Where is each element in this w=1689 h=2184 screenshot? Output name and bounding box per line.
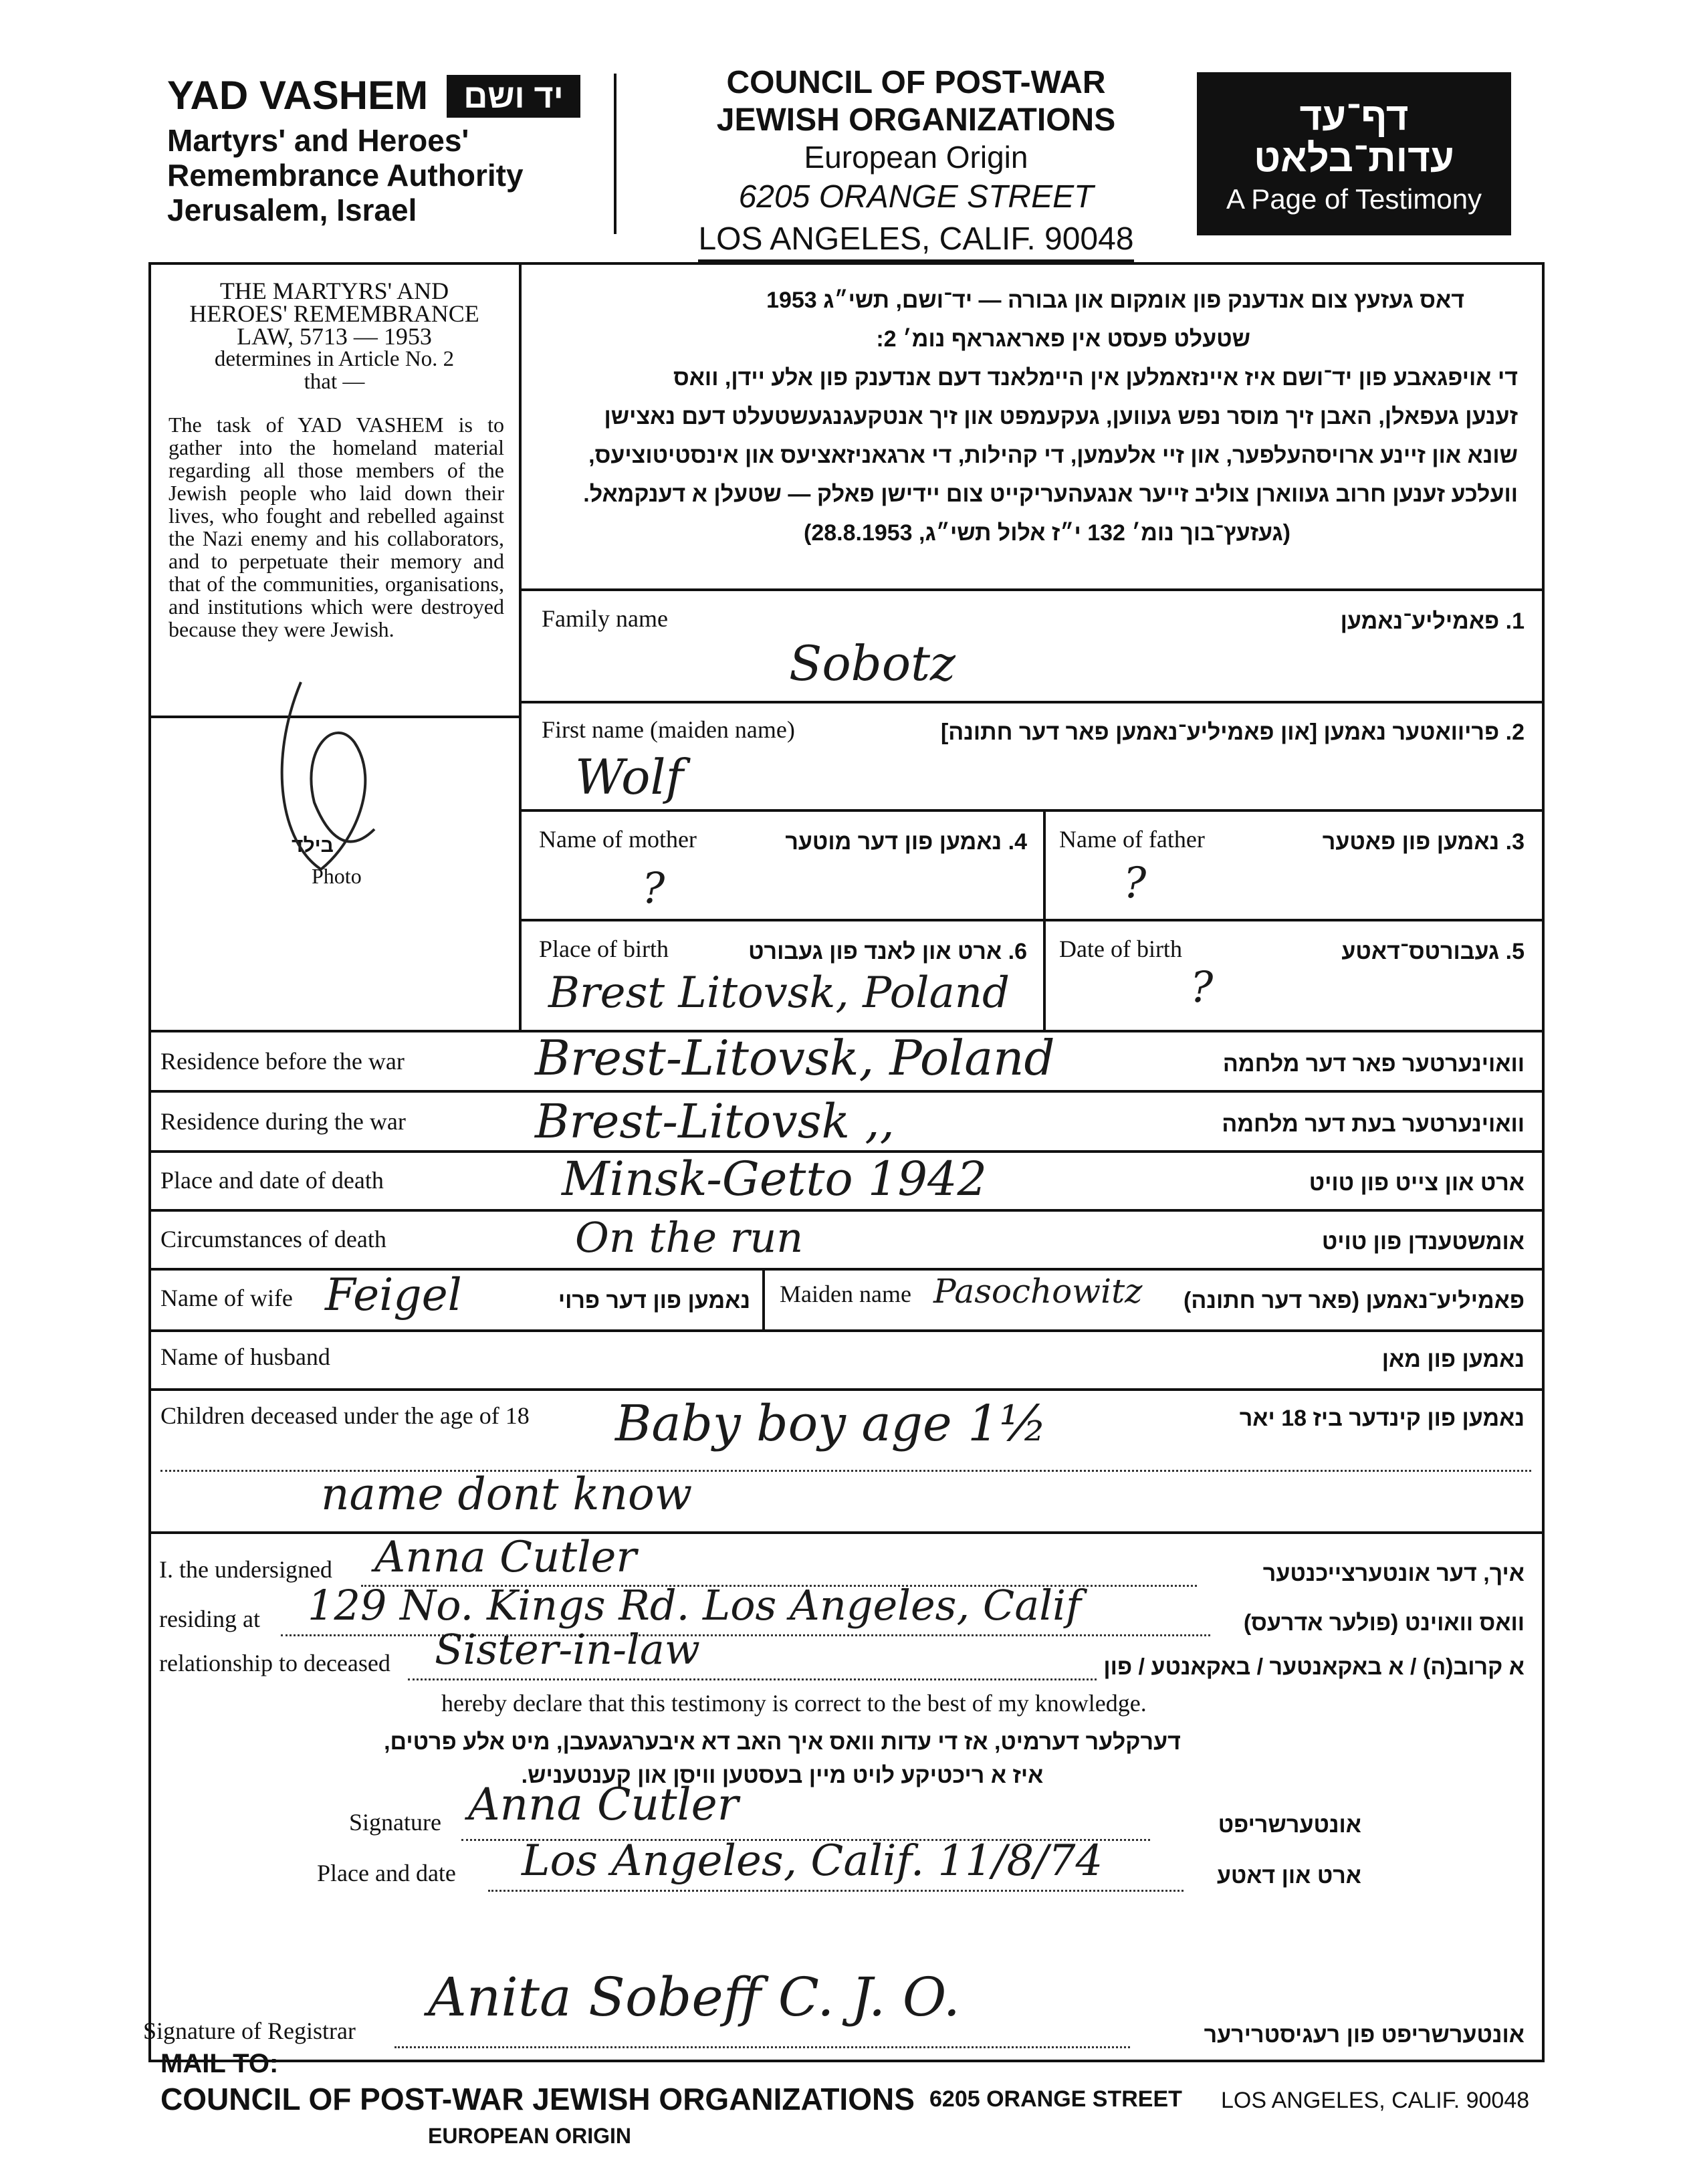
wife-name-hebrew: נאמען פון דער פרוי xyxy=(558,1288,750,1313)
signature-value: Anna Cutler xyxy=(468,1779,739,1830)
banner-english: A Page of Testimony xyxy=(1226,183,1482,215)
registrar-label: Signature of Registrar xyxy=(143,2017,356,2044)
yiddish-intro-line-6: וועלכע זענען חרוב געווארן צוליב זייער אנגעהעריקייט צום יידישן פאלק — שטעלן א דענקמאל. xyxy=(583,481,1518,507)
rule-1 xyxy=(519,588,1545,591)
residence-before-label: Residence before the war xyxy=(160,1048,405,1075)
maiden-name-value: Pasochowitz xyxy=(933,1272,1143,1311)
header-divider xyxy=(614,74,616,234)
maiden-name-label: Maiden name xyxy=(780,1281,911,1307)
husband-name-label: Name of husband xyxy=(160,1343,330,1370)
photo-label: Photo xyxy=(312,864,362,888)
mother-name-label: Name of mother xyxy=(539,826,697,853)
law-paragraph: The task of YAD VASHEM is to gather into the homeland material regarding all those members of the Jewish people who laid down their lives, who fought and rebelled against the Nazi enemy and his collaborators, and to perpetuate their memory and that of the communities, organisations, and institutions which were destroyed because they were Jewish. xyxy=(168,413,504,641)
council-line-3: European Origin xyxy=(804,140,1028,175)
registrar-hebrew: אונטערשריפט פון רעגיסטרירער xyxy=(1204,2022,1525,2048)
father-name-value: ? xyxy=(1123,859,1147,908)
residing-hebrew: וואס וואוינט (פולער אדרעס) xyxy=(1243,1610,1525,1636)
council-line-1: COUNCIL OF POST-WAR xyxy=(726,65,1106,100)
residence-before-hebrew: וואוינערטער פאר דער מלחמה xyxy=(1222,1051,1525,1077)
rule-8 xyxy=(148,1209,1545,1212)
birthdate-value: ? xyxy=(1190,963,1214,1012)
banner-hebrew-2: עדות־בלאט xyxy=(1254,136,1454,180)
signature-label: Signature xyxy=(349,1809,441,1836)
undersigned-label: I. the undersigned xyxy=(159,1556,332,1583)
page-of-testimony-banner xyxy=(1197,72,1511,235)
undersigned-hebrew: איך, דער אונטערצייכנטער xyxy=(1262,1561,1525,1586)
photo-scribble-mark xyxy=(241,669,415,889)
death-place-date-hebrew: ארט און צייט פון טויט xyxy=(1309,1170,1525,1196)
children-value-2: name dont know xyxy=(321,1468,693,1520)
rule-2 xyxy=(519,701,1545,703)
yiddish-intro-line-5: שונא און זיינע ארויסהעלפער, און זיי אלעמען, די קהילות, די ארגאניזאציעס און אינסטיטוציעס, xyxy=(588,443,1518,468)
first-name-value: Wolf xyxy=(575,749,684,805)
rule-10 xyxy=(148,1329,1545,1332)
circumstances-label: Circumstances of death xyxy=(160,1226,386,1252)
circumstances-value: On the run xyxy=(575,1213,804,1262)
rule-4 xyxy=(519,919,1545,921)
relationship-label: relationship to deceased xyxy=(159,1650,390,1676)
residing-label: residing at xyxy=(159,1606,260,1632)
yiddish-intro-line-1: דאס געזעץ צום אנדענק פון אומקום און גבורה — יד־ושם, תשי״ג 1953 xyxy=(766,288,1464,313)
footer-origin: EUROPEAN ORIGIN xyxy=(428,2124,632,2148)
law-line-5: that — xyxy=(304,370,365,394)
birthplace-hebrew: 6. ארט און לאנד פון געבורט xyxy=(748,939,1027,964)
children-value-1: Baby boy age 1½ xyxy=(615,1395,1048,1452)
banner-hebrew-1: דף־עד xyxy=(1299,95,1409,138)
birthplace-label: Place of birth xyxy=(539,936,669,962)
declaration-hebrew-1: דערקלער דערמיט, אז די עדות וואס איך האב דא איבערגעגעבן, מיט אלע פרטים, xyxy=(384,1729,1181,1755)
first-name-label: First name (maiden name) xyxy=(542,716,795,743)
council-line-4: 6205 ORANGE STREET xyxy=(738,179,1094,215)
residing-value: 129 No. Kings Rd. Los Angeles, Calif xyxy=(308,1581,1081,1630)
birthplace-value: Brest Litovsk, Poland xyxy=(548,968,1010,1018)
place-date-value: Los Angeles, Calif. 11/8/74 xyxy=(522,1836,1103,1886)
footer-org: COUNCIL OF POST-WAR JEWISH ORGANIZATIONS xyxy=(160,2082,915,2116)
law-line-1: THE MARTYRS' AND xyxy=(219,278,449,304)
council-line-2: JEWISH ORGANIZATIONS xyxy=(716,102,1116,138)
photo-hebrew-label: בילד xyxy=(292,835,334,857)
left-column-divider xyxy=(519,262,522,1031)
place-date-hebrew: ארט און דאטע xyxy=(1216,1863,1361,1888)
registrar-value: Anita Sobeff C. J. O. xyxy=(428,1966,961,2028)
yv-subtitle-1: Martyrs' and Heroes' xyxy=(167,123,469,158)
children-hebrew: נאמען פון קינדער ביז 18 יאר xyxy=(1239,1406,1525,1431)
relationship-hebrew: א קרוב(ה) / א באקאנטער / באקאנטע / פון xyxy=(1103,1654,1525,1680)
split-rule-1 xyxy=(1043,809,1046,1031)
yv-subtitle-3: Jerusalem, Israel xyxy=(167,193,417,227)
declaration-english: hereby declare that this testimony is correct to the best of my knowledge. xyxy=(441,1690,1147,1717)
birthdate-hebrew: 5. געבורטס־דאטע xyxy=(1341,939,1525,964)
yiddish-intro xyxy=(535,281,1518,552)
residence-during-hebrew: וואוינערטער בעת דער מלחמה xyxy=(1222,1111,1525,1137)
residence-during-value: Brest-Litovsk ,, xyxy=(535,1094,895,1149)
yad-vashem-title: YAD VASHEM xyxy=(167,73,429,118)
council-line-5: LOS ANGELES, CALIF. 90048 xyxy=(698,219,1133,262)
yad-vashem-hebrew-logo: יד ושם xyxy=(447,75,580,118)
family-name-hebrew: 1. פאמיליע־נאמען xyxy=(1340,609,1525,634)
children-label: Children deceased under the age of 18 xyxy=(160,1402,530,1429)
mail-to-label: MAIL TO: xyxy=(160,2049,279,2078)
signature-hebrew: אונטערשריפט xyxy=(1218,1812,1361,1838)
death-place-date-label: Place and date of death xyxy=(160,1167,384,1194)
law-header xyxy=(160,280,508,393)
undersigned-value: Anna Cutler xyxy=(374,1533,637,1582)
birthdate-label: Date of birth xyxy=(1059,936,1182,962)
family-name-value: Sobotz xyxy=(789,635,955,691)
death-place-date-value: Minsk-Getto 1942 xyxy=(562,1152,988,1206)
place-date-line xyxy=(488,1890,1184,1892)
relationship-line xyxy=(408,1678,1097,1680)
yv-subtitle-2: Remembrance Authority xyxy=(167,158,524,193)
declaration-hebrew-2: איז א ריכטיקע לויט מיין בעסטען וויסן און קענטעניש. xyxy=(521,1763,1044,1788)
residence-before-value: Brest-Litovsk, Poland xyxy=(535,1030,1055,1086)
mother-name-value: ? xyxy=(642,864,665,913)
law-line-2: HEROES' REMEMBRANCE xyxy=(189,300,479,327)
registrar-line xyxy=(395,2046,1130,2048)
rule-3 xyxy=(519,809,1545,812)
family-name-label: Family name xyxy=(542,605,668,632)
law-line-3: LAW, 5713 — 1953 xyxy=(237,323,432,350)
wife-name-value: Feigel xyxy=(325,1269,462,1321)
father-name-label: Name of father xyxy=(1059,826,1205,853)
footer-city: LOS ANGELES, CALIF. 90048 xyxy=(1221,2088,1530,2113)
footer-street: 6205 ORANGE STREET xyxy=(929,2086,1182,2112)
rule-11 xyxy=(148,1388,1545,1391)
residing-line xyxy=(281,1634,1210,1636)
residence-during-label: Residence during the war xyxy=(160,1108,406,1135)
circumstances-hebrew: אומשטענדן פון טויט xyxy=(1321,1229,1525,1254)
wife-name-label: Name of wife xyxy=(160,1285,293,1311)
law-line-4: determines in Article No. 2 xyxy=(214,347,455,371)
yiddish-intro-line-2: שטעלט פעסט אין פאראגראף נומ׳ 2: xyxy=(876,326,1250,352)
yiddish-intro-line-3: די אויפגאבע פון יד־ושם איז איינזאמלען אין היימלאנד דעם אנדענק פון אלע יידן, וואס xyxy=(673,365,1518,391)
father-name-hebrew: 3. נאמען פון פאטער xyxy=(1322,829,1525,855)
rule-12 xyxy=(148,1531,1545,1534)
husband-name-hebrew: נאמען פון מאן xyxy=(1381,1347,1525,1372)
relationship-value: Sister-in-law xyxy=(435,1625,700,1674)
yiddish-intro-line-4: זענען געפאלן, האבן זיך מוסר נפש געווען, געקעמפט און זיך אנטקעגנגעשטעלט דעם נאצישן xyxy=(604,404,1518,429)
place-date-label: Place and date xyxy=(317,1860,456,1886)
yiddish-intro-line-7: (געזעץ־בוך נומ׳ 132 י״ז אלול תשי״ג, 28.8.1953) xyxy=(804,520,1290,546)
rule-6 xyxy=(148,1090,1545,1093)
split-rule-2 xyxy=(762,1268,765,1331)
first-name-hebrew: 2. פריוואטער נאמען [און פאמיליע־נאמען פאר דער חתונה] xyxy=(940,720,1525,745)
mother-name-hebrew: 4. נאמען פון דער מוטער xyxy=(785,829,1027,855)
maiden-name-hebrew: פאמיליע־נאמען (פאר דער חתונה) xyxy=(1184,1288,1525,1313)
council-header xyxy=(642,64,1190,262)
